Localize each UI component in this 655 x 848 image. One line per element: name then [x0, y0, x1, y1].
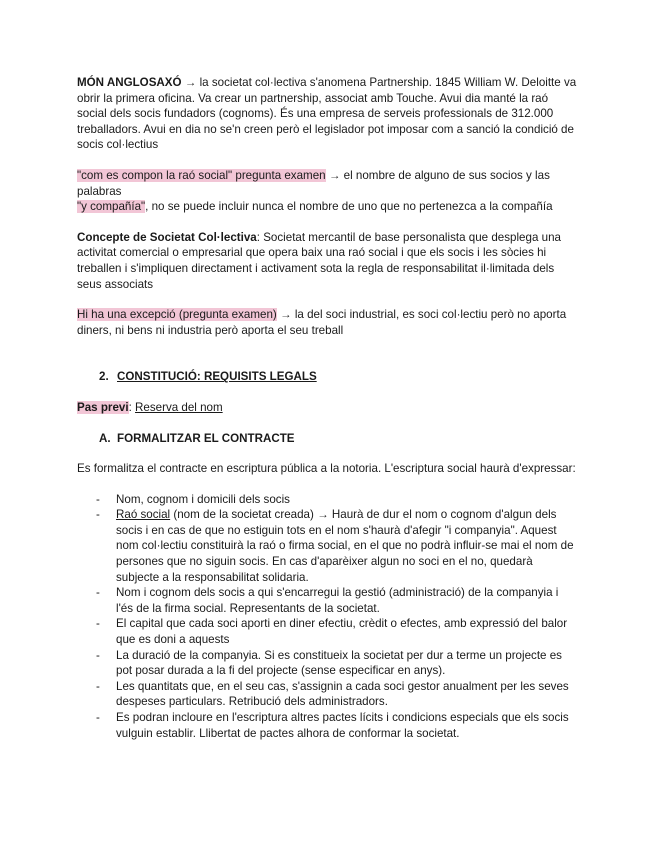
section-title: CONSTITUCIÓ: REQUISITS LEGALS	[117, 370, 317, 384]
list-item: - Les quantitats que, en el seu cas, s'assignin a cada soci gestor anualment per les seves despeses particulars. Retribució dels administradors.	[77, 679, 577, 710]
highlight-y-compania: "y compañía"	[77, 200, 146, 214]
section-title: FORMALITZAR EL CONTRACTE	[117, 431, 295, 445]
paragraph-mon-anglosaxo	[77, 75, 577, 153]
list-item: - El capital que cada soci aporti en diner efectiu, crèdit o efectes, amb expressió del balor que es doni a aquests	[77, 616, 577, 647]
paragraph-rao-social-question	[77, 168, 577, 215]
paragraph-text: → el nombre de alguno de sus socios y las palabras	[77, 168, 550, 198]
paragraph-text: : Societat mercantil de base personalista que desplega una activitat comercial o empresarial que opera baix una raó social i que els socis i les sòcies hi treballen i s'impliquen directament i activament sota la regla de responsabilitat il·limitada dels seus associats	[77, 230, 561, 291]
list-item: - Es podran incloure en l'escriptura altres pactes lícits i condicions especials que els socis vulguin establir. Llibertat de pactes alhora de conformar la societat.	[77, 710, 577, 741]
list-item	[77, 507, 577, 585]
document-body	[77, 75, 577, 741]
paragraph-text: → la del soci industrial, es soci col·lectiu però no aporta diners, ni bens ni industria però aporta el seu treball	[77, 308, 567, 337]
list-item: - Nom i cognom dels socis a qui s'encarregui la gestió (administració) de la companyia i l'és de la firma social. Representants de la societat.	[77, 585, 577, 616]
section-letter: A.	[99, 431, 111, 445]
section-number: 2.	[99, 370, 109, 384]
paragraph-text: , no se puede incluir nunca el nombre de uno que no pertenezca a la compañía	[145, 200, 553, 214]
highlight-exam-question: "com es compon la raó social" pregunta examen	[77, 168, 326, 182]
list-item-text: (nom de la societat creada) → Haurà de dur el nom o cognom d'algun dels socis i en cas de que no estiguin tots en el nom s'haurà d'afegir "i companyia". Aquest nom col·lectiu constituirà la raó o firma social, en el que no podrà influir-se mai el nom de persones que no siguin socis. En cas d'aparèixer algun no soci en el no, quedarà subjecte a la responsabilitat solidaria.	[116, 508, 574, 584]
pas-previ-label: Pas previ	[77, 400, 129, 414]
term-concepte: Concepte de Societat Col·lectiva	[77, 230, 257, 244]
list-item: - Nom, cognom i domicili dels socis	[77, 492, 577, 508]
term-rao-social: Raó social	[116, 508, 171, 522]
pas-previ-separator: :	[128, 400, 136, 414]
highlight-excepcio: Hi ha una excepció (pregunta examen)	[77, 308, 277, 322]
term-mon-anglosaxo: MÓN ANGLOSAXÓ	[77, 76, 182, 89]
paragraph-excepcio	[77, 307, 577, 338]
paragraph-text: → la societat col·lectiva s'anomena Partnership. 1845 William W. Deloitte va obrir la primera oficina. Va crear un partnership, associat amb Touche. Avui dia manté la raó social dels socis fundadors (cognoms). És una empresa de serveis professionals de 312.000 treballadors. Avui en dia no se'n creen però el legislador pot imposar com a sanció la condició de socis col·lectius	[77, 76, 577, 152]
list-item: - La duració de la companyia. Si es constitueix la societat per dur a terme un projecte es pot posar durada a la fi del projecte (sense especificar en anys).	[77, 648, 577, 679]
requirements-list	[77, 492, 577, 742]
pas-previ	[77, 400, 577, 416]
section-heading-formalitzar	[99, 431, 577, 447]
section-heading-constitucio	[99, 369, 577, 385]
pas-previ-value: Reserva del nom	[135, 400, 223, 414]
paragraph-concepte	[77, 230, 577, 292]
paragraph-intro: Es formalitza el contracte en escriptura pública a la notoria. L'escriptura social haurà d'expressar:	[77, 462, 576, 476]
